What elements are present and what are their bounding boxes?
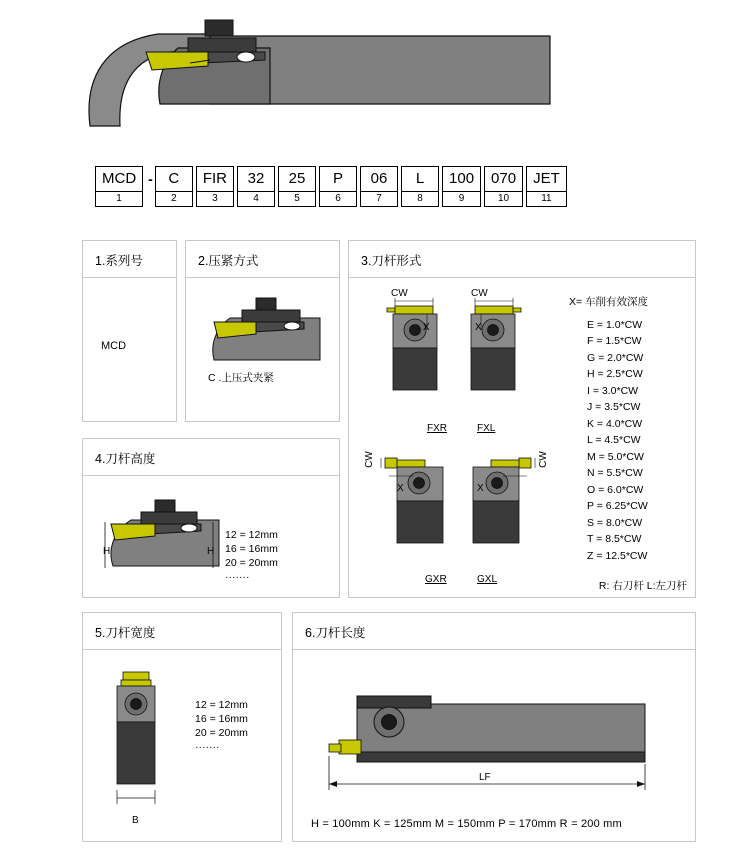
holder-variant-gxr: GXR <box>425 574 447 585</box>
code-cell <box>95 166 143 207</box>
series-value: MCD <box>101 340 127 352</box>
legend-item: H = 2.5*CW <box>587 368 643 380</box>
code-label: MCD <box>95 166 143 192</box>
legend-item: S = 8.0*CW <box>587 516 643 529</box>
width-dim-label: B <box>132 815 139 826</box>
note-line: 20 = 20mm <box>195 727 248 739</box>
holder-gxr-illustration <box>379 436 457 576</box>
panel-6-body <box>293 650 695 845</box>
clamping-value: C .上压式夹紧 <box>208 372 274 384</box>
note-line: ······· <box>225 571 250 583</box>
code-index: 9 <box>442 192 481 207</box>
code-label: 25 <box>278 166 316 192</box>
code-label: 32 <box>237 166 275 192</box>
legend-item: Z = 12.5*CW <box>587 549 648 562</box>
code-index: 10 <box>484 192 523 207</box>
code-index: 5 <box>278 192 316 207</box>
height-dim-label-left: H <box>103 546 111 557</box>
legend-header: X= 车削有效深度 <box>569 296 649 308</box>
holder-variant-fxl: FXL <box>477 423 496 434</box>
length-dim-label: LF <box>479 772 491 783</box>
holder-fxr-illustration <box>379 284 449 424</box>
code-index: 7 <box>360 192 398 207</box>
note-line: ······· <box>195 741 220 753</box>
shank-width-illustration <box>99 666 185 816</box>
panel-5-title: 5.刀杆宽度 <box>83 613 281 650</box>
holder-variant-fxr: FXR <box>427 423 447 434</box>
code-label: 06 <box>360 166 398 192</box>
holder-fxl-illustration <box>459 284 529 424</box>
panel-5-body <box>83 650 281 845</box>
code-label: JET <box>526 166 567 192</box>
panel-3-title: 3.刀杆形式 <box>349 241 695 278</box>
note-line: 12 = 12mm <box>195 699 248 711</box>
shank-height-notes <box>225 528 278 584</box>
code-cell <box>360 166 398 207</box>
height-dim-label-right: H <box>207 546 215 557</box>
legend-item: E = 1.0*CW <box>587 318 643 331</box>
code-cell <box>155 166 193 207</box>
legend-item: F = 1.5*CW <box>587 335 642 347</box>
code-label: 070 <box>484 166 523 192</box>
legend-item: L = 4.5*CW <box>587 434 641 446</box>
panel-2-title: 2.压紧方式 <box>186 241 339 278</box>
holder-gxl-illustration <box>461 436 539 576</box>
panel-shank-length <box>292 612 696 842</box>
code-separator: - <box>148 170 153 187</box>
cw-label-gxl: CW <box>537 451 549 468</box>
code-index: 6 <box>319 192 357 207</box>
holder-variant-gxl: GXL <box>477 574 498 585</box>
code-index: 3 <box>196 192 234 207</box>
legend-item: N = 5.5*CW <box>587 467 643 479</box>
code-index: 8 <box>401 192 439 207</box>
panel-2-body <box>186 278 339 425</box>
legend-item: J = 3.5*CW <box>587 401 641 413</box>
code-cell <box>319 166 357 207</box>
code-index: 2 <box>155 192 193 207</box>
designation-code-row <box>95 166 570 207</box>
code-cell <box>401 166 439 207</box>
legend-item: T = 8.5*CW <box>587 533 642 545</box>
code-label: L <box>401 166 439 192</box>
shank-length-illustration <box>317 678 667 808</box>
code-cell <box>196 166 234 207</box>
note-line: 16 = 16mm <box>225 543 278 555</box>
panel-1-title: 1.系列号 <box>83 241 176 278</box>
legend-item: P = 6.25*CW <box>587 500 648 512</box>
panel-3-body <box>349 278 695 601</box>
code-cell <box>526 166 567 207</box>
x-label-gxl: X <box>477 483 484 494</box>
note-line: 12 = 12mm <box>225 529 278 541</box>
panel-holder-style <box>348 240 696 598</box>
code-label: 100 <box>442 166 481 192</box>
hand-note: R: 右刀杆 L:左刀杆 <box>598 580 687 592</box>
x-label-gxr: X <box>397 483 404 494</box>
code-cell <box>278 166 316 207</box>
legend-item: I = 3.0*CW <box>587 384 639 397</box>
shank-width-notes <box>195 698 248 754</box>
cw-label-fxl: CW <box>471 288 488 299</box>
panel-6-title: 6.刀杆长度 <box>293 613 695 650</box>
panel-4-body <box>83 476 339 601</box>
shank-height-illustration <box>97 490 223 586</box>
top-tool-illustration <box>60 8 680 128</box>
panel-shank-width <box>82 612 282 842</box>
x-label-fxr: X <box>423 322 430 333</box>
cw-label-gxr: CW <box>363 451 375 468</box>
note-line: 20 = 20mm <box>225 557 278 569</box>
code-label: C <box>155 166 193 192</box>
legend-item: K = 4.0*CW <box>587 417 643 430</box>
legend-item: M = 5.0*CW <box>587 450 644 463</box>
panel-clamping-type <box>185 240 340 422</box>
code-cell <box>442 166 481 207</box>
note-line: 16 = 16mm <box>195 713 248 725</box>
panel-4-title: 4.刀杆高度 <box>83 439 339 476</box>
code-cell <box>484 166 523 207</box>
clamp-illustration <box>200 288 326 368</box>
panel-shank-height <box>82 438 340 598</box>
code-label: FIR <box>196 166 234 192</box>
panel-1-body <box>83 278 176 425</box>
x-label-fxl: X <box>475 322 482 333</box>
legend-item: O = 6.0*CW <box>587 483 644 496</box>
cw-label-fxr: CW <box>391 288 408 299</box>
x-depth-legend <box>569 294 687 564</box>
code-index: 11 <box>526 192 567 207</box>
code-index: 4 <box>237 192 275 207</box>
legend-item: G = 2.0*CW <box>587 351 644 364</box>
code-label: P <box>319 166 357 192</box>
code-cell <box>237 166 275 207</box>
shank-length-note: H = 100mm K = 125mm M = 150mm P = 170mm R = 200 mm <box>311 818 622 830</box>
code-index: 1 <box>95 192 143 207</box>
panel-series-number <box>82 240 177 422</box>
